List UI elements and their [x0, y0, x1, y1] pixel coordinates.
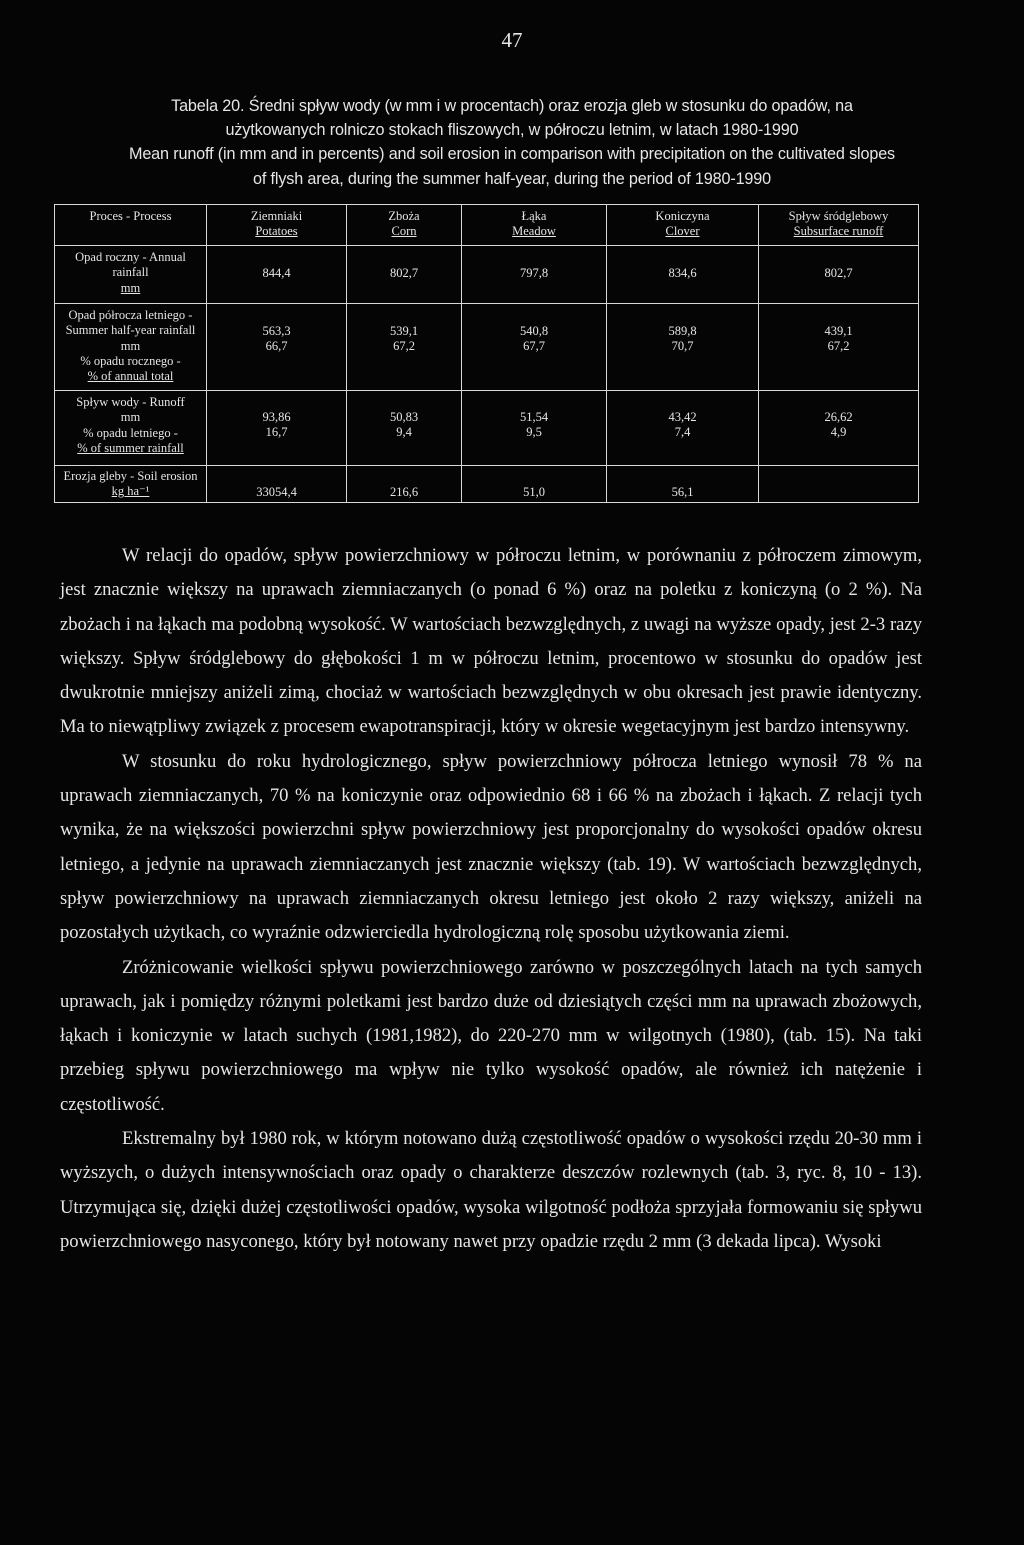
table-row	[55, 304, 919, 391]
data-table	[54, 204, 919, 503]
caption-line: Tabela 20. Średni spływ wody (w mm i w procentach) oraz erozja gleb w stosunku do opadów, na	[171, 97, 853, 115]
caption-line: of flysh area, during the summer half-year, during the period of 1980-1990	[252, 169, 771, 188]
paragraph: Zróżnicowanie wielkości spływu powierzchniowego zarówno w poszczególnych latach na tych samych uprawach, jak i pomiędzy różnymi poletkami jest bardzo duże od dziesiątych części mm na uprawach zbożowych, łąkach i koniczynie w latach suchych (1981,1982), do 220-270 mm w wilgotnych (1980), (tab. 15). Na taki przebieg spływu powierzchniowego ma wpływ nie tylko wysokość opadów, ale również ich natężenie i częstotliwość.	[60, 956, 922, 1115]
table-cell: 33054,4	[207, 466, 347, 503]
table-cell: 51,54 9,5	[462, 391, 607, 466]
table-cell: 26,62 4,9	[759, 391, 919, 466]
table-cell: 56,1	[607, 466, 759, 503]
column-header-meadow: Łąka Meadow	[462, 205, 607, 246]
column-header-potatoes: Ziemniaki Potatoes	[207, 205, 347, 246]
row-label-soil-erosion: Erozja gleby - Soil erosion kg ha⁻¹	[55, 466, 207, 503]
table-caption	[40, 94, 984, 191]
table-row	[55, 391, 919, 466]
caption-line: Mean runoff (in mm and in percents) and soil erosion in comparison with precipitation on the cultivated slopes	[128, 145, 895, 164]
caption-line: użytkowanych rolniczo stokach fliszowych, w półroczu letnim, w latach 1980-1990	[225, 121, 799, 140]
paragraph: Ekstremalny był 1980 rok, w którym notowano dużą częstotliwość opadów o wysokości rzędu 20-30 mm i wyższych, o dużych intensywnościach oraz opady o charakterze deszczów rozlewnych (tab. 3, ryc. 8, 10 - 13). Utrzymująca się, dzięki dużej częstotliwości opadów, wysoka wilgotność podłoża sprzyjała formowaniu się spływu powierzchniowego nasyconego, który był notowany nawet przy opadzie rzędu 2 mm (3 dekada lipca). Wysoki	[60, 1128, 922, 1252]
table-cell: 797,8	[462, 246, 607, 304]
column-header-corn: Zboża Corn	[347, 205, 462, 246]
table-cell: 802,7	[347, 246, 462, 304]
paragraph: W relacji do opadów, spływ powierzchniowy w półroczu letnim, w porównaniu z półroczem zimowym, jest znacznie większy na uprawach ziemniaczanych (o ponad 6 %) oraz na poletku z koniczyną (o 2 %). Na zbożach i na łąkach ma podobną wysokość. W wartościach bezwzględnych, z uwagi na wyższe opady, jest 2-3 razy większy. Spływ śródglebowy do głębokości 1 m w półroczu letnim, procentowo w stosunku do opadów jest dwukrotnie mniejszy aniżeli zimą, chociaż w wartościach bezwzględnych w obu okresach jest prawie identyczny. Ma to niewątpliwy związek z procesem ewapotranspiracji, który w okresie wegetacyjnym jest bardzo intensywny.	[60, 545, 922, 738]
body-text	[60, 539, 922, 1259]
column-header-process: Proces - Process	[55, 205, 207, 246]
table-header-row	[55, 205, 919, 246]
table-cell: 539,1 67,2	[347, 304, 462, 391]
table-cell: 834,6	[607, 246, 759, 304]
table-cell: 439,1 67,2	[759, 304, 919, 391]
column-header-clover: Koniczyna Clover	[607, 205, 759, 246]
row-label-runoff: Spływ wody - Runoff mm % opadu letniego - % of summer rainfall	[55, 391, 207, 466]
table-cell: 93,86 16,7	[207, 391, 347, 466]
table-row	[55, 246, 919, 304]
table-cell: 802,7	[759, 246, 919, 304]
table-cell: 563,3 66,7	[207, 304, 347, 391]
table-cell: 216,6	[347, 466, 462, 503]
row-label-annual-rainfall: Opad roczny - Annual rainfall mm	[55, 246, 207, 304]
table-row	[55, 466, 919, 503]
table-cell	[759, 466, 919, 503]
table-cell: 844,4	[207, 246, 347, 304]
table-cell: 51,0	[462, 466, 607, 503]
table-cell: 589,8 70,7	[607, 304, 759, 391]
table-cell: 540,8 67,7	[462, 304, 607, 391]
column-header-subsurface-runoff: Spływ śródglebowy Subsurface runoff	[759, 205, 919, 246]
paragraph: W stosunku do roku hydrologicznego, spływ powierzchniowy półrocza letniego wynosił 78 % na uprawach ziemniaczanych, 70 % na koniczynie oraz odpowiednio 68 i 66 % na zbożach i łąkach. Z relacji tych wynika, że na większości powierzchni spływ powierzchniowy jest proporcjonalny do wysokości opadów okresu letniego, a jedynie na uprawach ziemniaczanych jest znacznie większy (tab. 19). W wartościach bezwzględnych, spływ powierzchniowy na uprawach ziemniaczanych okresu letniego jest około 2 razy większy, aniżeli na pozostałych użytkach, co wyraźnie odzwierciedla hydrologiczną rolę sposobu użytkowania ziemi.	[60, 750, 922, 944]
table-cell: 50,83 9,4	[347, 391, 462, 466]
page-number: 47	[501, 28, 523, 52]
row-label-summer-rainfall: Opad półrocza letniego - Summer half-year rainfall mm % opadu rocznego - % of annual total	[55, 304, 207, 391]
table-cell: 43,42 7,4	[607, 391, 759, 466]
